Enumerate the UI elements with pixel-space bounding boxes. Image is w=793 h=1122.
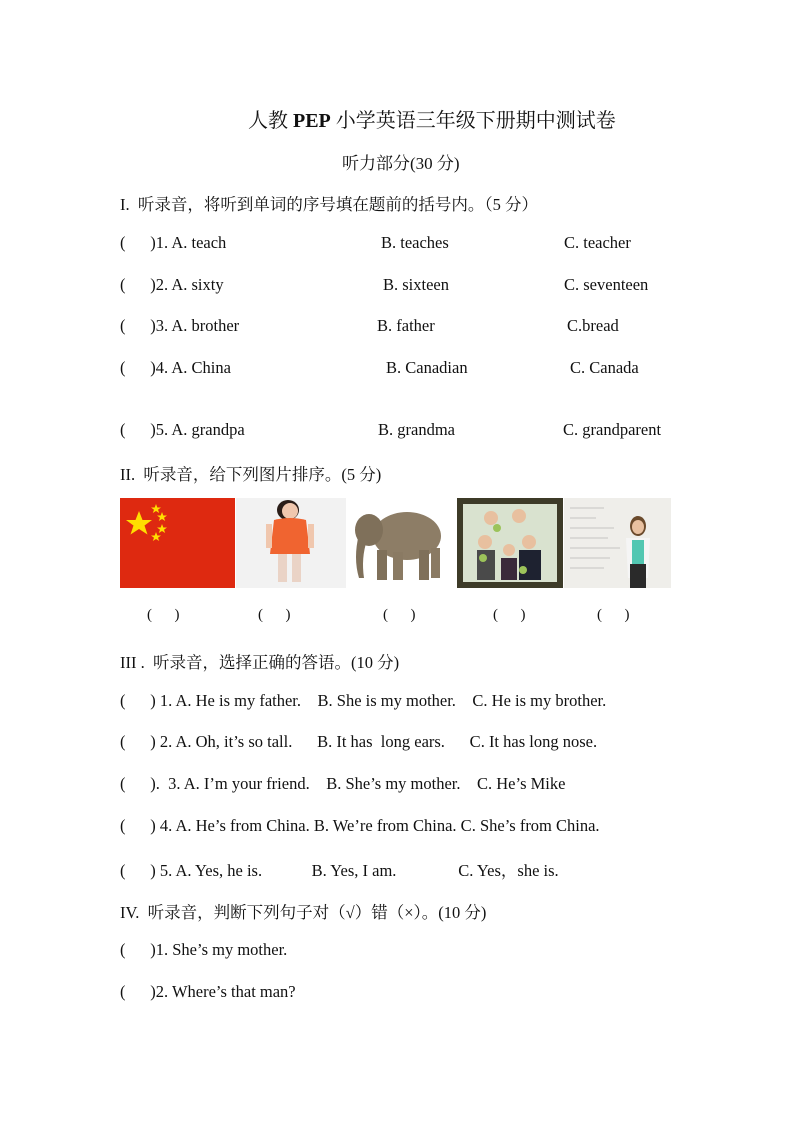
page-title: 人教 PEP 小学英语三年级下册期中测试卷 [248, 110, 616, 132]
section-1-heading: I. 听录音，将听到单词的序号填在题前的括号内。（5 分） [120, 195, 538, 214]
s3-q2: ( ) 2. A. Oh, it’s so tall. B. It has long ears. C. It has long nose. [120, 732, 598, 751]
s1-q5-b: B. grandma [378, 420, 455, 439]
family-photo-image [457, 498, 563, 588]
s3-q5: ( ) 5. A. Yes, he is. B. Yes, I am. C. Yes，she is. [120, 861, 559, 880]
s1-q3-b: B. father [377, 316, 435, 335]
s1-q5-c: C. grandparent [563, 420, 662, 439]
s1-q1-c: C. teacher [564, 233, 631, 252]
s1-q1: ( )1. A. teach [120, 233, 227, 252]
listening-part-subtitle: 听力部分(30 分) [342, 154, 460, 173]
order-blank-3[interactable]: ( ) [383, 607, 416, 623]
s3-q1: ( ) 1. A. He is my father. B. She is my mother. C. He is my brother. [120, 691, 607, 710]
s1-q2-c: C. seventeen [564, 275, 649, 294]
s1-q2-b: B. sixteen [383, 275, 449, 294]
order-blank-5[interactable]: ( ) [597, 607, 630, 623]
chinese-flag-image [120, 498, 235, 588]
s1-q4-c: C. Canada [570, 358, 639, 377]
section-4-heading: IV. 听录音，判断下列句子对（√）错（×）。(10 分) [120, 903, 487, 922]
woman-image [236, 498, 346, 588]
order-blank-4[interactable]: ( ) [493, 607, 526, 623]
s1-q4: ( )4. A. China [120, 358, 231, 377]
section-3-heading: III . 听录音，选择正确的答语。(10 分) [120, 653, 400, 672]
order-blank-1[interactable]: ( ) [147, 607, 180, 623]
s1-q2: ( )2. A. sixty [120, 275, 224, 294]
s1-q1-b: B. teaches [381, 233, 449, 252]
order-blank-2[interactable]: ( ) [258, 607, 291, 623]
elephant-image [347, 498, 455, 588]
s4-q2: ( )2. Where’s that man? [120, 982, 296, 1001]
s4-q1: ( )1. She’s my mother. [120, 940, 288, 959]
s3-q3: ( ). 3. A. I’m your friend. B. She’s my mother. C. He’s Mike [120, 774, 566, 793]
s1-q3-c: C.bread [567, 316, 619, 335]
s1-q3: ( )3. A. brother [120, 316, 240, 335]
section-2-heading: II. 听录音，给下列图片排序。(5 分) [120, 465, 382, 484]
teacher-image [564, 498, 671, 588]
s3-q4: ( ) 4. A. He’s from China. B. We’re from China. C. She’s from China. [120, 816, 600, 835]
s1-q4-b: B. Canadian [386, 358, 468, 377]
s1-q5: ( )5. A. grandpa [120, 420, 245, 439]
